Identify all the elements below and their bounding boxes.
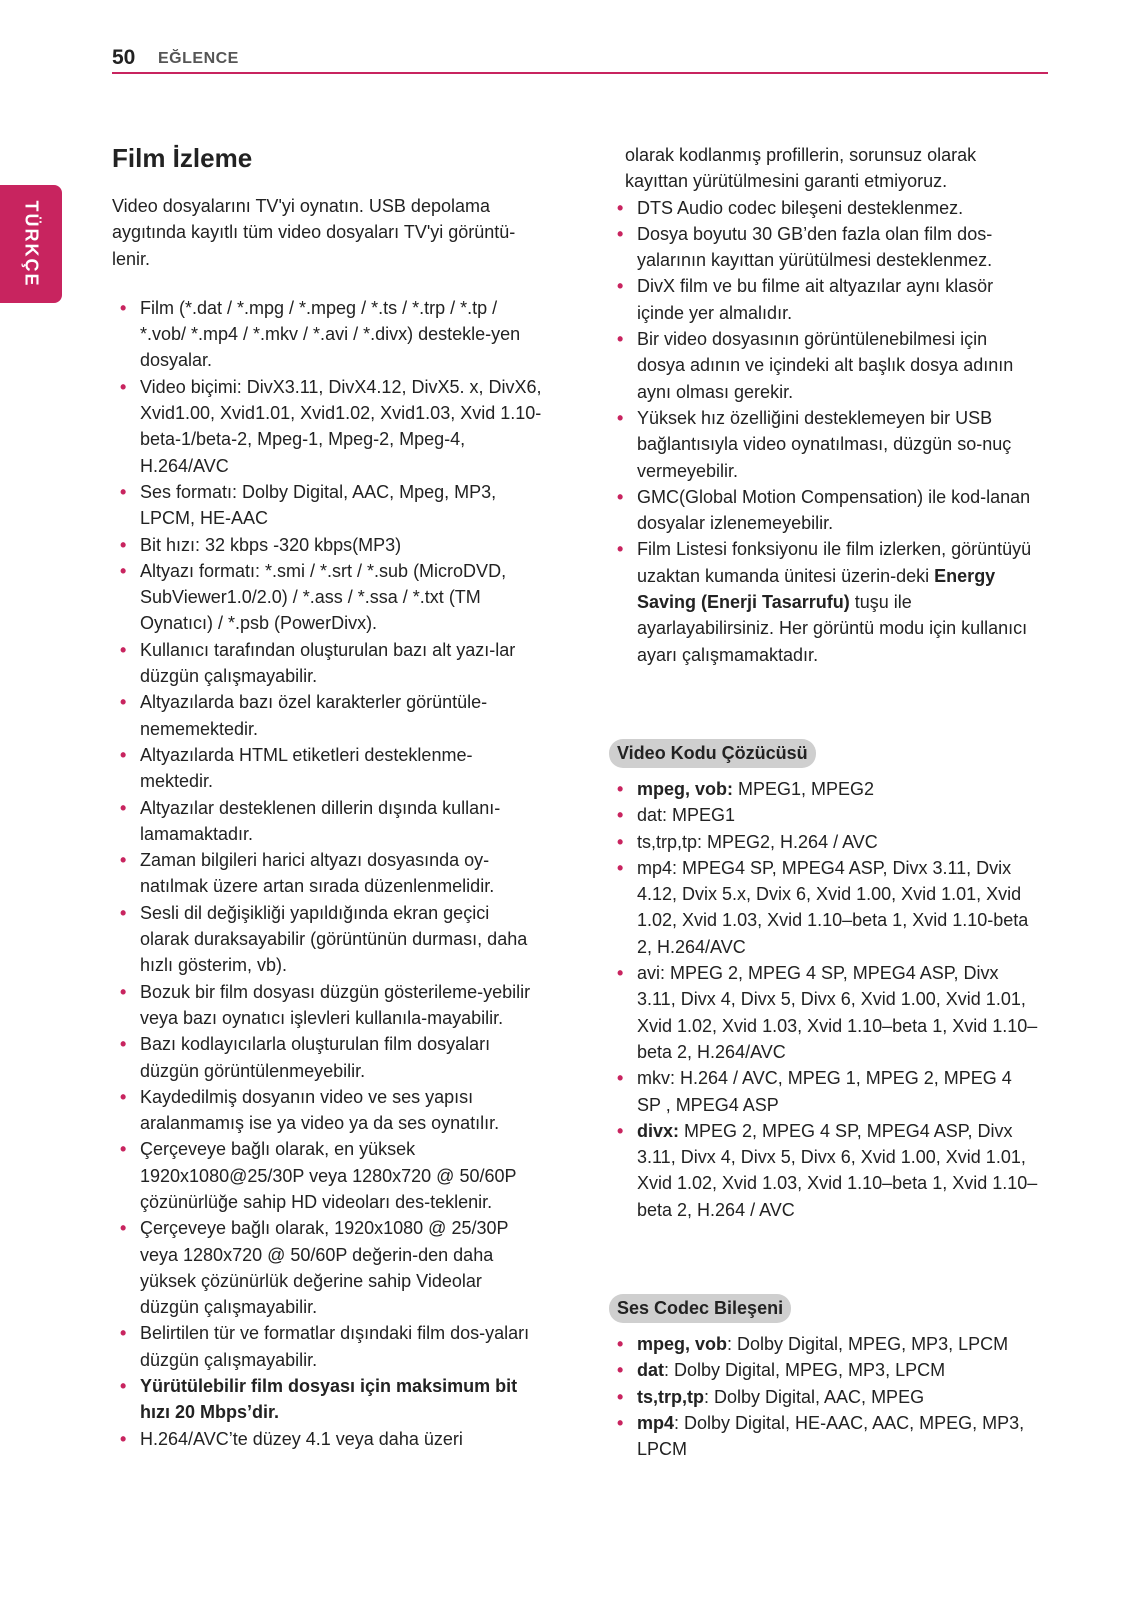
audio-codec-heading: Ses Codec Bileşeni [609, 1294, 791, 1323]
list-item: • DivX film ve bu filme ait altyazılar aynı klasör içinde yer almalıdır. [609, 273, 1039, 326]
list-item [609, 1357, 1039, 1383]
list-item: • mkv: H.264 / AVC, MPEG 1, MPEG 2, MPEG 4 SP , MPEG4 ASP [609, 1065, 1039, 1118]
list-item: • Bit hızı: 32 kbps -320 kbps(MP3) [112, 532, 542, 558]
list-item: • Belirtilen tür ve formatlar dışındaki film dos-yaları düzgün çalışmayabilir. [112, 1320, 542, 1373]
list-item: • Altyazılar desteklenen dillerin dışında kullanı-lamamaktadır. [112, 795, 542, 848]
list-item: • Yüksek hız özelliğini desteklemeyen bir USB bağlantısıyla video oynatılması, düzgün so-nuç vermeyebilir. [609, 405, 1039, 484]
list-item: • Film (*.dat / *.mpg / *.mpeg / *.ts / *.trp / *.tp / *.vob/ *.mp4 / *.mkv / *.avi / *.divx) destekle-yen dosyalar. [112, 295, 542, 374]
list-item: • Altyazı formatı: *.smi / *.srt / *.sub (MicroDVD, SubViewer1.0/2.0) / *.ass / *.ssa / *.txt (TM Oynatıcı) / *.psb (PowerDivx). [112, 558, 542, 637]
list-item: • Kullanıcı tarafından oluşturulan bazı alt yazı-lar düzgün çalışmayabilir. [112, 637, 542, 690]
section-title: EĞLENCE [158, 50, 239, 67]
notes-list-continued [609, 195, 1039, 668]
list-item: • Bozuk bir film dosyası düzgün gösterileme-yebilir veya bazı oynatıcı işlevleri kullanıla-mayabilir. [112, 979, 542, 1032]
list-item: • dat: MPEG1 [609, 802, 1039, 828]
page-number: 50 [112, 46, 136, 69]
list-item: • Sesli dil değişikliği yapıldığında ekran geçici olarak duraksayabilir (görüntünün durması, daha hızlı gösterim, vb). [112, 900, 542, 979]
list-item: • ts,trp,tp: MPEG2, H.264 / AVC [609, 829, 1039, 855]
energy-saving-key: Energy Saving (Enerji Tasarrufu) [637, 565, 996, 613]
language-tab [0, 185, 62, 303]
list-item: • Altyazılarda bazı özel karakterler görüntüle-nememektedir. [112, 689, 542, 742]
left-column [112, 140, 542, 1452]
list-item: • mp4: MPEG4 SP, MPEG4 ASP, Divx 3.11, Dvix 4.12, Dvix 5.x, Dvix 6, Xvid 1.00, Xvid 1.01, Xvid 1.02, Xvid 1.03, Xvid 1.10–beta 1, Xvid 1.10-beta 2, H.264/AVC [609, 855, 1039, 960]
codec-key: dat [637, 1360, 664, 1381]
intro-paragraph: Video dosyalarını TV'yi oynatın. USB depolama aygıtında kayıtlı tüm video dosyaları TV'yi görüntü-lenir. [112, 196, 516, 269]
list-item: • Çerçeveye bağlı olarak, en yüksek 1920x1080@25/30P veya 1280x720 @ 50/60P çözünürlüğe sahip HD videoları des-teklenir. [112, 1136, 542, 1215]
list-item [609, 1384, 1039, 1410]
list-item: • H.264/AVC’te düzey 4.1 veya daha üzeri [112, 1426, 542, 1452]
list-item [609, 536, 1039, 667]
list-item: • DTS Audio codec bileşeni desteklenmez. [609, 195, 1039, 221]
codec-key: mpeg, vob: [637, 778, 734, 799]
list-item: • Zaman bilgileri harici altyazı dosyasında oy-natılmak üzere artan sırada düzenlenmelidir. [112, 847, 542, 900]
page-title: Film İzleme [112, 143, 253, 173]
energy-text-before: Film Listesi fonksiyonu ile film izlerken, görüntüyü uzaktan kumanda ünitesi üzerin-deki [637, 539, 1032, 586]
list-item: • GMC(Global Motion Compensation) ile kod-lanan dosyalar izlenemeyebilir. [609, 484, 1039, 537]
list-item: • Kaydedilmiş dosyanın video ve ses yapısı aralanmamış ise ya video ya da ses oynatılır. [112, 1084, 542, 1137]
codec-key: mp4 [637, 1412, 675, 1433]
list-item: • Çerçeveye bağlı olarak, 1920x1080 @ 25/30P veya 1280x720 @ 50/60P değerin-den daha yüksek çözünürlük değerine sahip Videolar düzgün çalışmayabilir. [112, 1215, 542, 1320]
header-rule [112, 72, 1048, 74]
list-item: • Bir video dosyasının görüntülenebilmesi için dosya adının ve içindeki alt başlık dosya adının aynı olması gerekir. [609, 326, 1039, 405]
list-item: • avi: MPEG 2, MPEG 4 SP, MPEG4 ASP, Divx 3.11, Divx 4, Divx 5, Divx 6, Xvid 1.00, Xvid 1.01, Xvid 1.02, Xvid 1.03, Xvid 1.10–beta 1, Xvid 1.10–beta 2, H.264/AVC [609, 960, 1039, 1065]
codec-value: MPEG1, MPEG2 [733, 778, 875, 799]
list-item: • Dosya boyutu 30 GB’den fazla olan film dos-yalarının kayıttan yürütülmesi desteklenmez. [609, 221, 1039, 274]
codec-key: mpeg, vob [637, 1333, 728, 1354]
list-item [609, 1410, 1039, 1463]
codec-key: ts,trp,tp [637, 1386, 704, 1407]
codec-value: MPEG 2, MPEG 4 SP, MPEG4 ASP, Divx 3.11, Divx 4, Divx 5, Divx 6, Xvid 1.00, Xvid 1.01, Xvid 1.02, Xvid 1.03, Xvid 1.10–beta 1, Xvid 1.10–beta 2, H.264 / AVC [637, 1120, 1038, 1220]
codec-value: : Dolby Digital, MPEG, MP3, LPCM [664, 1360, 946, 1381]
list-item [609, 1118, 1039, 1223]
codec-key: divx: [637, 1120, 680, 1141]
list-item: • Altyazılarda HTML etiketleri desteklenme-mektedir. [112, 742, 542, 795]
right-column [609, 142, 1039, 1462]
list-item [609, 776, 1039, 802]
video-codec-list [609, 776, 1039, 1223]
audio-codec-list [609, 1331, 1039, 1462]
video-codec-heading: Video Kodu Çözücüsü [609, 739, 816, 768]
list-item: • Ses formatı: Dolby Digital, AAC, Mpeg, MP3, LPCM, HE-AAC [112, 479, 542, 532]
language-tab-label: TÜRKÇE [21, 200, 42, 288]
codec-value: : Dolby Digital, AAC, MPEG [704, 1386, 925, 1407]
codec-value: : Dolby Digital, HE-AAC, AAC, MPEG, MP3, LPCM [637, 1412, 1025, 1460]
bold-note: Yürütülebilir film dosyası için maksimum bit hızı 20 Mbps’dir. [140, 1376, 518, 1423]
energy-text-after: tuşu ile ayarlayabilirsiniz. Her görüntü modu için kullanıcı ayarı çalışmamaktadır. [637, 592, 1028, 665]
list-item [609, 1331, 1039, 1357]
codec-value: : Dolby Digital, MPEG, MP3, LPCM [727, 1333, 1009, 1354]
list-item: • Bazı kodlayıcılarla oluşturulan film dosyaları düzgün görüntülenmeyebilir. [112, 1031, 542, 1084]
list-item: • Video biçimi: DivX3.11, DivX4.12, DivX5. x, DivX6, Xvid1.00, Xvid1.01, Xvid1.02, Xvid1.03, Xvid 1.10- beta-1/beta-2, Mpeg-1, Mpeg-2, Mpeg-4, H.264/AVC [112, 374, 542, 479]
continued-text: olarak kodlanmış profillerin, sorunsuz olarak kayıttan yürütülmesini garanti etmiyoruz. [625, 145, 977, 192]
list-item-bold [112, 1373, 542, 1426]
format-notes-list [112, 295, 542, 1452]
